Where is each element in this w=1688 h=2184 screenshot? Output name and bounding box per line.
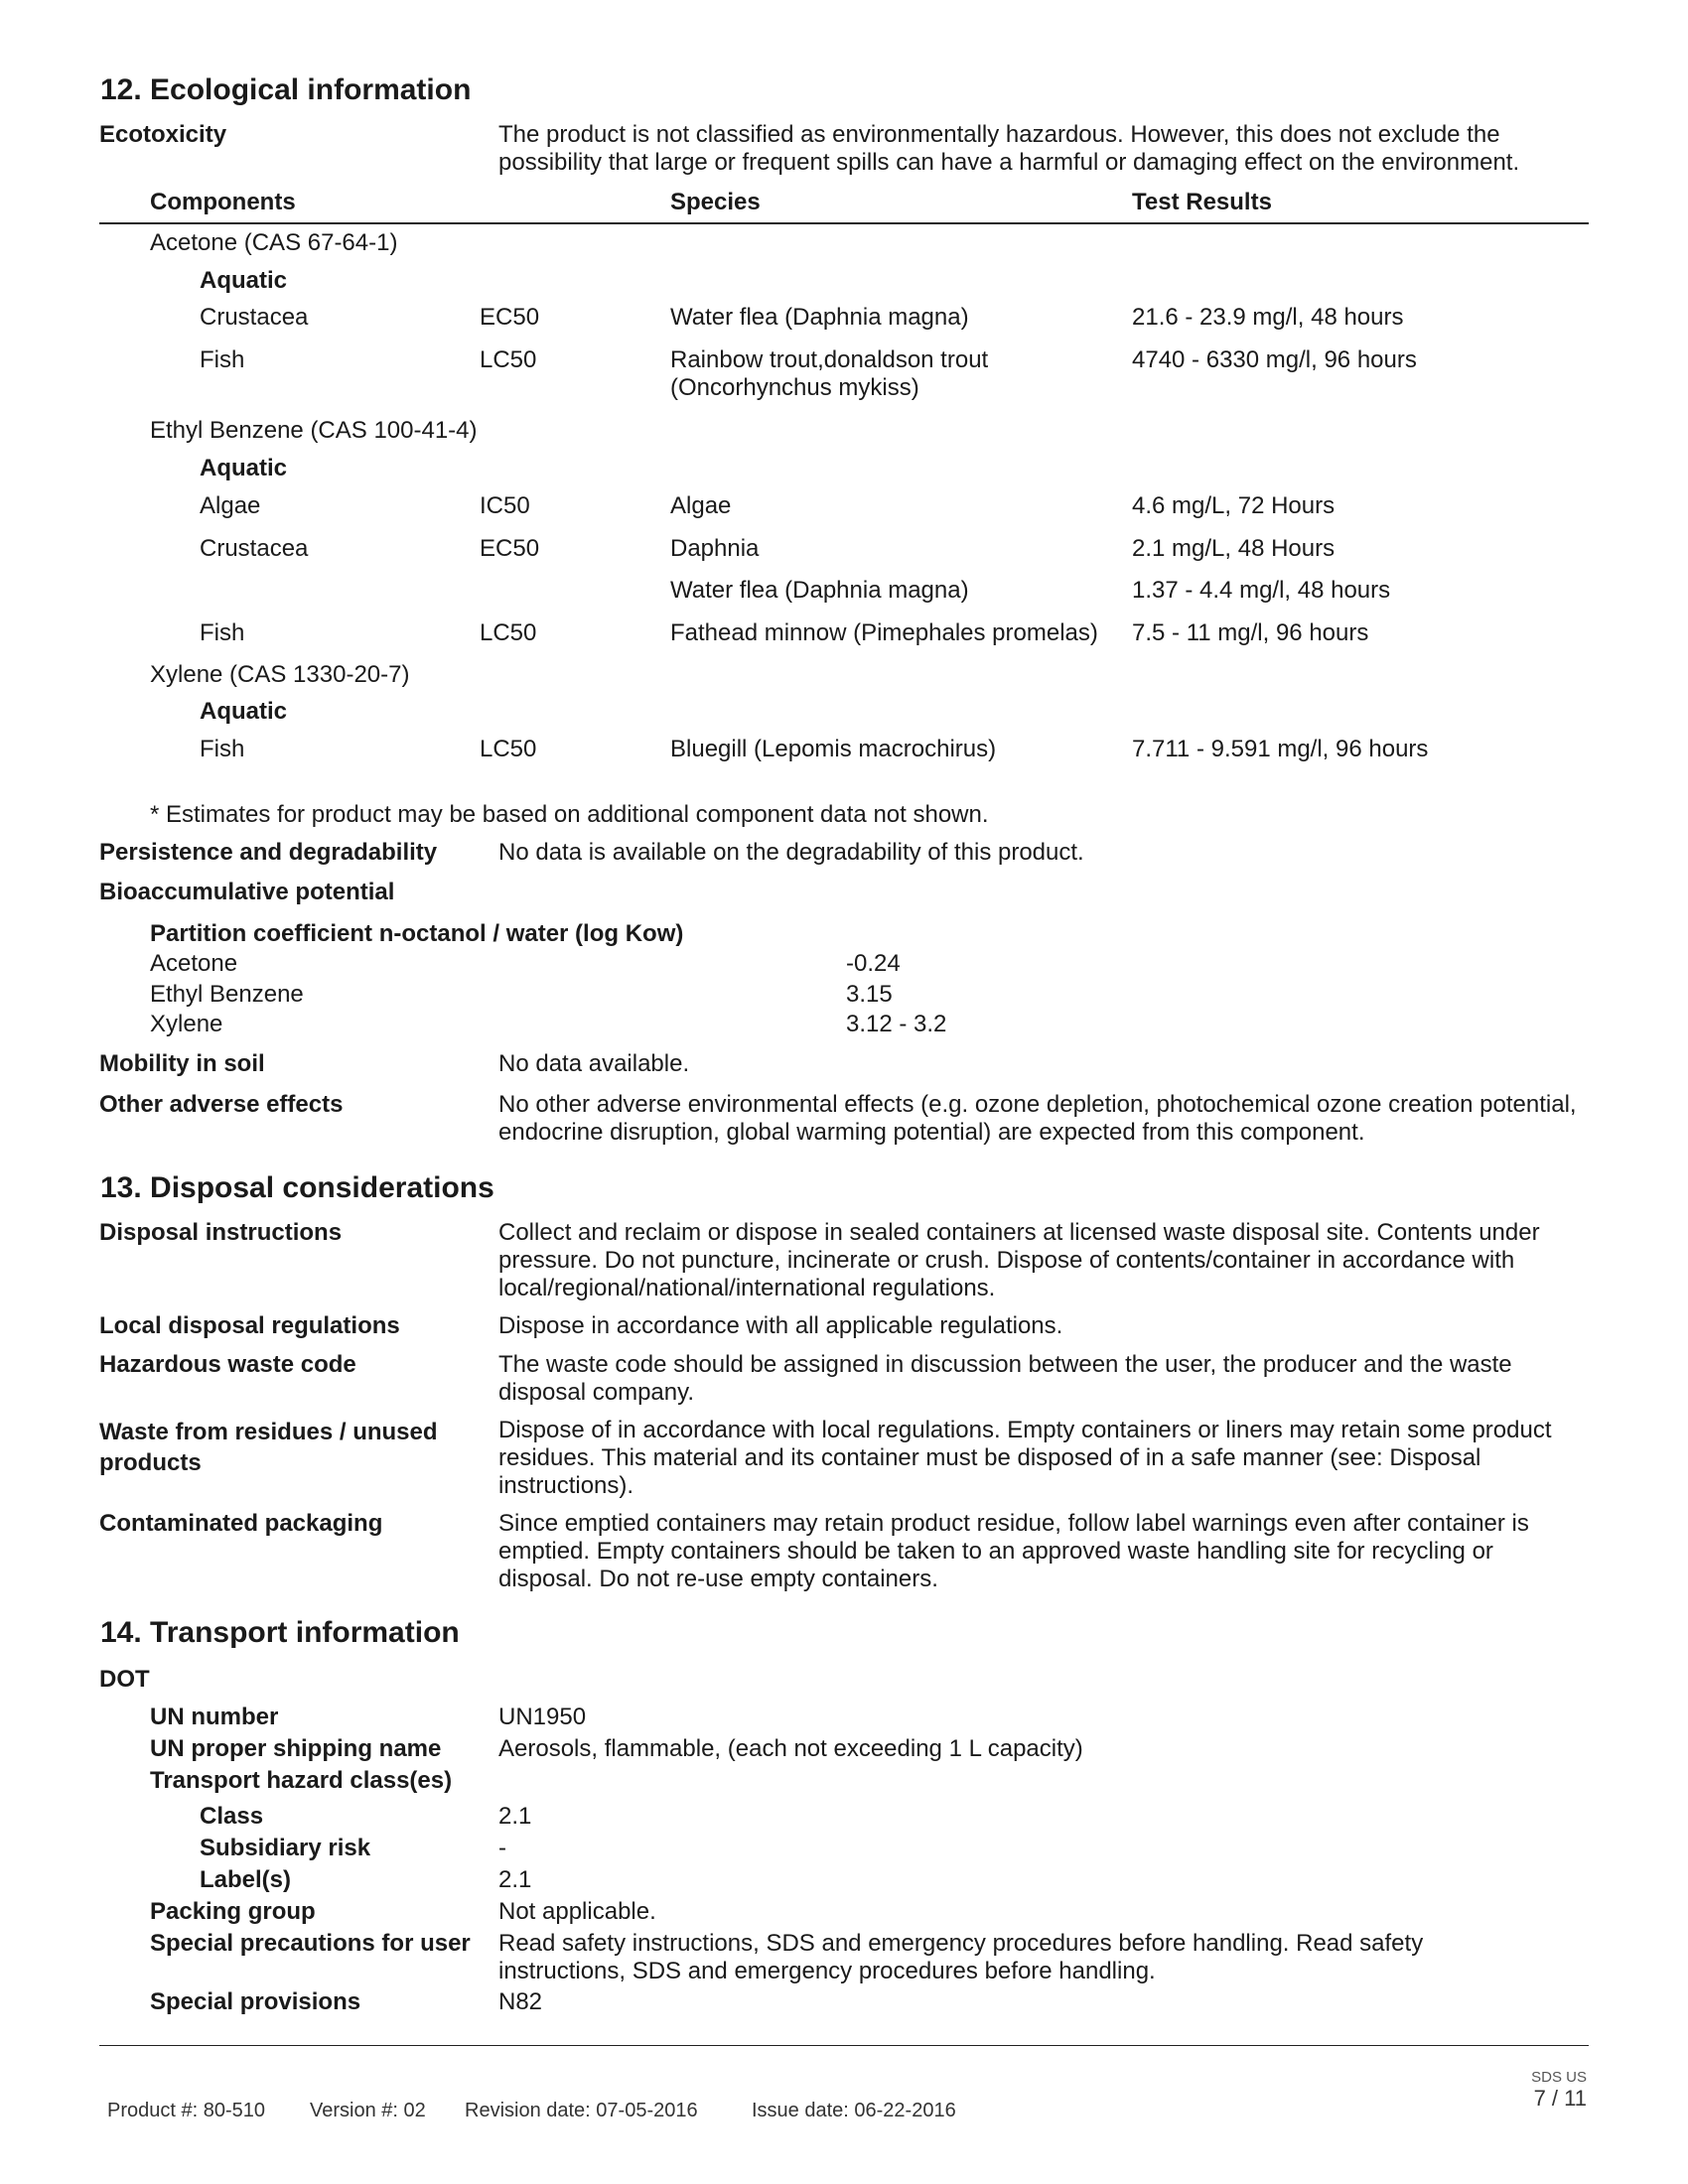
category-aquatic: Aquatic xyxy=(200,267,288,294)
row-result: 1.37 - 4.4 mg/l, 48 hours xyxy=(1132,577,1391,604)
row-species: Daphnia xyxy=(670,535,760,562)
partition-name: Ethyl Benzene xyxy=(150,981,304,1008)
footer-product: Product #: 80-510 xyxy=(107,2100,265,2121)
table-header-rule xyxy=(99,222,1589,224)
hazardous-waste-label: Hazardous waste code xyxy=(99,1351,356,1378)
local-disposal-label: Local disposal regulations xyxy=(99,1312,400,1339)
row-test: EC50 xyxy=(480,304,540,331)
special-precautions-label: Special precautions for user xyxy=(150,1930,471,1957)
waste-residues-text: Dispose of in accordance with local regulations. Empty containers or liners may retain some product residues. This material and its container must be disposed of in a safe manner (see: Disposal instructions). xyxy=(498,1417,1552,1499)
subsidiary-risk-label: Subsidiary risk xyxy=(200,1835,371,1861)
contaminated-packaging-text: Since emptied containers may retain product residue, follow label warnings even after container is emptied. Empty containers should be taken to an approved waste handling site for recycling or disposal. Do not re-use empty containers. xyxy=(498,1510,1529,1592)
row-test: IC50 xyxy=(480,492,530,519)
persistence-text: No data is available on the degradability of this product. xyxy=(498,839,1084,866)
row-result: 21.6 - 23.9 mg/l, 48 hours xyxy=(1132,304,1404,331)
bioaccumulative-label: Bioaccumulative potential xyxy=(99,879,395,905)
row-type: Crustacea xyxy=(200,304,309,331)
component-acetone: Acetone (CAS 67-64-1) xyxy=(150,229,398,256)
hazardous-waste-text: The waste code should be assigned in discussion between the user, the producer and the waste disposal company. xyxy=(498,1351,1512,1406)
footer-rule xyxy=(99,2045,1589,2046)
footer-sds-label: SDS US xyxy=(1531,2069,1587,2086)
table-header-components: Components xyxy=(150,189,296,215)
section-14-title: 14. Transport information xyxy=(100,1616,460,1649)
footer-page-number: 7 / 11 xyxy=(1533,2086,1587,2111)
partition-name: Xylene xyxy=(150,1011,223,1037)
footer-revision-date: Revision date: 07-05-2016 xyxy=(465,2100,698,2121)
row-species: Water flea (Daphnia magna) xyxy=(670,304,969,331)
footer-version: Version #: 02 xyxy=(310,2100,426,2121)
row-result: 4740 - 6330 mg/l, 96 hours xyxy=(1132,346,1417,373)
row-species: Rainbow trout,donaldson trout (Oncorhynchus mykiss) xyxy=(670,346,989,401)
hazard-class-label: Transport hazard class(es) xyxy=(150,1767,453,1794)
local-disposal-text: Dispose in accordance with all applicable regulations. xyxy=(498,1312,1063,1339)
shipping-name-label: UN proper shipping name xyxy=(150,1735,442,1762)
footer-issue-date: Issue date: 06-22-2016 xyxy=(752,2100,956,2121)
class-value: 2.1 xyxy=(498,1803,532,1830)
row-test: LC50 xyxy=(480,736,537,762)
other-adverse-text: No other adverse environmental effects (e.g. ozone depletion, photochemical ozone creation potential, endocrine disruption, global warming potential) are expected from this component. xyxy=(498,1091,1577,1146)
labels-value: 2.1 xyxy=(498,1866,532,1893)
row-species: Water flea (Daphnia magna) xyxy=(670,577,969,604)
partition-value: 3.12 - 3.2 xyxy=(846,1011,947,1037)
row-species: Fathead minnow (Pimephales promelas) xyxy=(670,619,1098,646)
partition-value: -0.24 xyxy=(846,950,901,977)
table-header-test-results: Test Results xyxy=(1132,189,1272,215)
special-provisions-label: Special provisions xyxy=(150,1988,361,2015)
partition-coefficient-label: Partition coefficient n-octanol / water (log Kow) xyxy=(150,920,684,947)
row-type: Algae xyxy=(200,492,261,519)
packing-group-value: Not applicable. xyxy=(498,1898,656,1925)
partition-name: Acetone xyxy=(150,950,238,977)
row-type: Crustacea xyxy=(200,535,309,562)
section-12-title: 12. Ecological information xyxy=(100,73,472,106)
row-test: LC50 xyxy=(480,619,537,646)
class-label: Class xyxy=(200,1803,264,1830)
special-precautions-value: Read safety instructions, SDS and emergency procedures before handling. Read safety instructions, SDS and emergency procedures before handling. xyxy=(498,1930,1424,1984)
row-test: EC50 xyxy=(480,535,540,562)
other-adverse-label: Other adverse effects xyxy=(99,1091,344,1118)
persistence-label: Persistence and degradability xyxy=(99,839,438,866)
dot-label: DOT xyxy=(99,1666,150,1693)
row-species: Algae xyxy=(670,492,732,519)
contaminated-packaging-label: Contaminated packaging xyxy=(99,1510,383,1537)
ecotoxicity-text: The product is not classified as environmentally hazardous. However, this does not exclude the possibility that large or frequent spills can have a harmful or damaging effect on the environment. xyxy=(498,121,1520,176)
estimates-note: * Estimates for product may be based on additional component data not shown. xyxy=(150,801,989,828)
partition-value: 3.15 xyxy=(846,981,893,1008)
waste-residues-label: Waste from residues / unused products xyxy=(99,1419,438,1476)
mobility-text: No data available. xyxy=(498,1050,690,1077)
packing-group-label: Packing group xyxy=(150,1898,316,1925)
shipping-name-value: Aerosols, flammable, (each not exceeding 1 L capacity) xyxy=(498,1735,1083,1762)
special-provisions-value: N82 xyxy=(498,1988,543,2015)
disposal-instructions-label: Disposal instructions xyxy=(99,1219,343,1246)
row-result: 4.6 mg/L, 72 Hours xyxy=(1132,492,1336,519)
disposal-instructions-text: Collect and reclaim or dispose in sealed containers at licensed waste disposal site. Contents under pressure. Do not puncture, incinerate or crush. Dispose of contents/container in accordance with local/regional/national/international regulations. xyxy=(498,1219,1540,1301)
row-test: LC50 xyxy=(480,346,537,373)
category-aquatic: Aquatic xyxy=(200,455,288,481)
table-header-species: Species xyxy=(670,189,761,215)
subsidiary-risk-value: - xyxy=(498,1835,506,1861)
labels-label: Label(s) xyxy=(200,1866,292,1893)
row-type: Fish xyxy=(200,619,245,646)
row-result: 7.711 - 9.591 mg/l, 96 hours xyxy=(1132,736,1429,762)
un-number-value: UN1950 xyxy=(498,1704,587,1730)
mobility-label: Mobility in soil xyxy=(99,1050,265,1077)
component-xylene: Xylene (CAS 1330-20-7) xyxy=(150,661,410,688)
row-type: Fish xyxy=(200,736,245,762)
section-13-title: 13. Disposal considerations xyxy=(100,1171,494,1204)
row-result: 2.1 mg/L, 48 Hours xyxy=(1132,535,1336,562)
row-species: Bluegill (Lepomis macrochirus) xyxy=(670,736,997,762)
category-aquatic: Aquatic xyxy=(200,698,288,725)
row-type: Fish xyxy=(200,346,245,373)
un-number-label: UN number xyxy=(150,1704,279,1730)
row-result: 7.5 - 11 mg/l, 96 hours xyxy=(1132,619,1369,646)
component-ethyl-benzene: Ethyl Benzene (CAS 100-41-4) xyxy=(150,417,478,444)
ecotoxicity-label: Ecotoxicity xyxy=(99,121,227,148)
